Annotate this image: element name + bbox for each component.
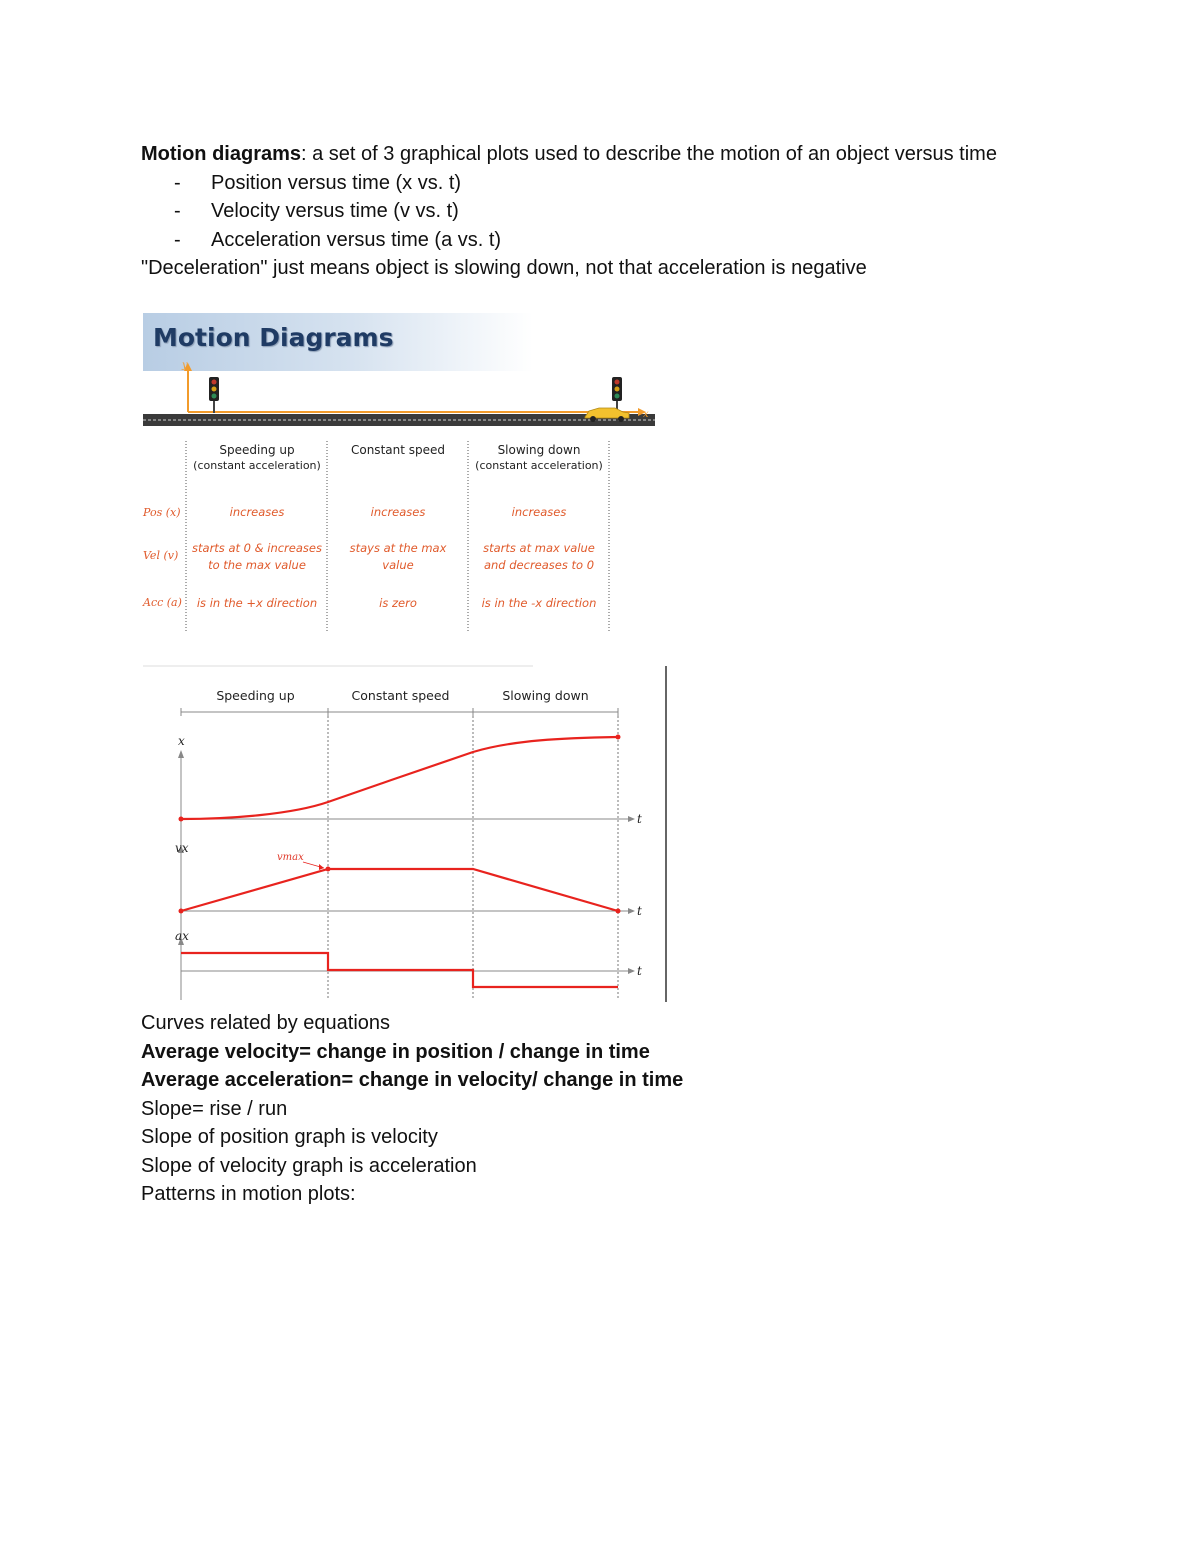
x-graph-time-arrowhead: [628, 816, 635, 822]
bullet-item: [141, 226, 1061, 255]
table-cell: stays at the max value: [349, 541, 447, 572]
a-graph-t-label: t: [637, 964, 642, 978]
note-line: Curves related by equations: [141, 1012, 391, 1034]
average-velocity-definition: Average velocity= change in position / change in time: [141, 1040, 650, 1063]
position-curve: [181, 737, 618, 819]
column-subtitle: (constant acceleration): [193, 459, 321, 472]
column-title: Constant speed: [350, 443, 445, 457]
note-line: Slope of position graph is velocity: [141, 1126, 438, 1148]
a-graph-time-arrowhead: [628, 968, 635, 974]
graph-header-speeding-up: Speeding up: [216, 688, 295, 703]
table-cell: starts at max value and decreases to 0: [483, 541, 595, 572]
row-label-acceleration: Acc (a): [143, 596, 182, 609]
x-graph-axis-arrowhead: [178, 750, 184, 758]
motion-graphs-figure: [143, 664, 673, 1004]
note-line: Slope of velocity graph is acceleration: [141, 1154, 477, 1177]
acceleration-curve: [181, 953, 618, 987]
table-cell: starts at 0 & increases to the max value: [192, 541, 322, 572]
graph-header-constant-speed: Constant speed: [351, 688, 450, 703]
bullet-item: [141, 169, 1061, 198]
average-acceleration-definition: Average acceleration= change in velocity/ change in time: [141, 1069, 684, 1091]
note-line: Patterns in motion plots:: [141, 1183, 356, 1205]
column-header-constant-speed: [328, 442, 468, 458]
bullet-marker: -: [174, 200, 181, 222]
motion-diagrams-figure: [143, 313, 658, 633]
slope-definition: Slope= rise / run: [141, 1097, 288, 1120]
bullet-text: Velocity versus time (v vs. t): [211, 200, 459, 222]
motion-graphs-svg: [143, 664, 673, 1004]
figure-title: Motion Diagrams: [153, 323, 394, 352]
vmax-label: vmax: [277, 852, 304, 863]
table-cell: is in the +x direction: [196, 596, 318, 610]
row-label-velocity: Vel (v): [143, 549, 179, 562]
column-subtitle: (constant acceleration): [475, 459, 603, 472]
table-cell: increases: [370, 505, 426, 519]
column-title: Slowing down: [497, 443, 581, 457]
bullet-marker: -: [174, 171, 181, 194]
graph-header-slowing-down: Slowing down: [502, 688, 589, 703]
traffic-light-left-icon: [209, 377, 219, 413]
x-axis-label: x: [643, 409, 649, 420]
table-cell: increases: [229, 505, 285, 519]
table-cell: increases: [511, 505, 567, 519]
table-cell: is in the -x direction: [481, 596, 597, 610]
v-graph-time-arrowhead: [628, 908, 635, 914]
definition-paragraph: [141, 140, 1061, 169]
column-title: Speeding up: [219, 443, 295, 457]
y-axis-label: y: [182, 360, 188, 371]
velocity-curve: [181, 869, 618, 911]
position-start-point: [179, 817, 184, 822]
v-graph-t-label: t: [637, 904, 642, 918]
vmax-pointer-arrowhead: [319, 864, 324, 870]
definition-text: : a set of 3 graphical plots used to describe the motion of an object versus time: [301, 143, 997, 165]
a-graph-axis-label: ax: [175, 929, 189, 943]
x-graph-t-label: t: [637, 812, 642, 826]
x-graph-axis-label: x: [178, 734, 185, 748]
bullet-marker: -: [174, 228, 181, 251]
column-header-slowing-down: [469, 442, 609, 474]
v-graph-axis-label: vx: [175, 841, 189, 855]
notes-section: [141, 1009, 1041, 1209]
bullet-item: [141, 197, 1061, 226]
velocity-end-point: [616, 909, 621, 914]
position-end-point: [616, 735, 621, 740]
velocity-start-point: [179, 909, 184, 914]
bullet-text: Position versus time (x vs. t): [211, 171, 462, 194]
deceleration-note: "Deceleration" just means object is slowing down, not that acceleration is negative: [141, 257, 867, 279]
term-motion-diagrams: Motion diagrams: [141, 143, 302, 165]
bullet-text: Acceleration versus time (a vs. t): [211, 228, 502, 251]
velocity-max-point: [326, 867, 331, 872]
table-cell: is zero: [379, 596, 417, 610]
row-label-position: Pos (x): [143, 506, 181, 519]
column-header-speeding-up: [187, 442, 327, 474]
intro-section: [141, 140, 1061, 283]
